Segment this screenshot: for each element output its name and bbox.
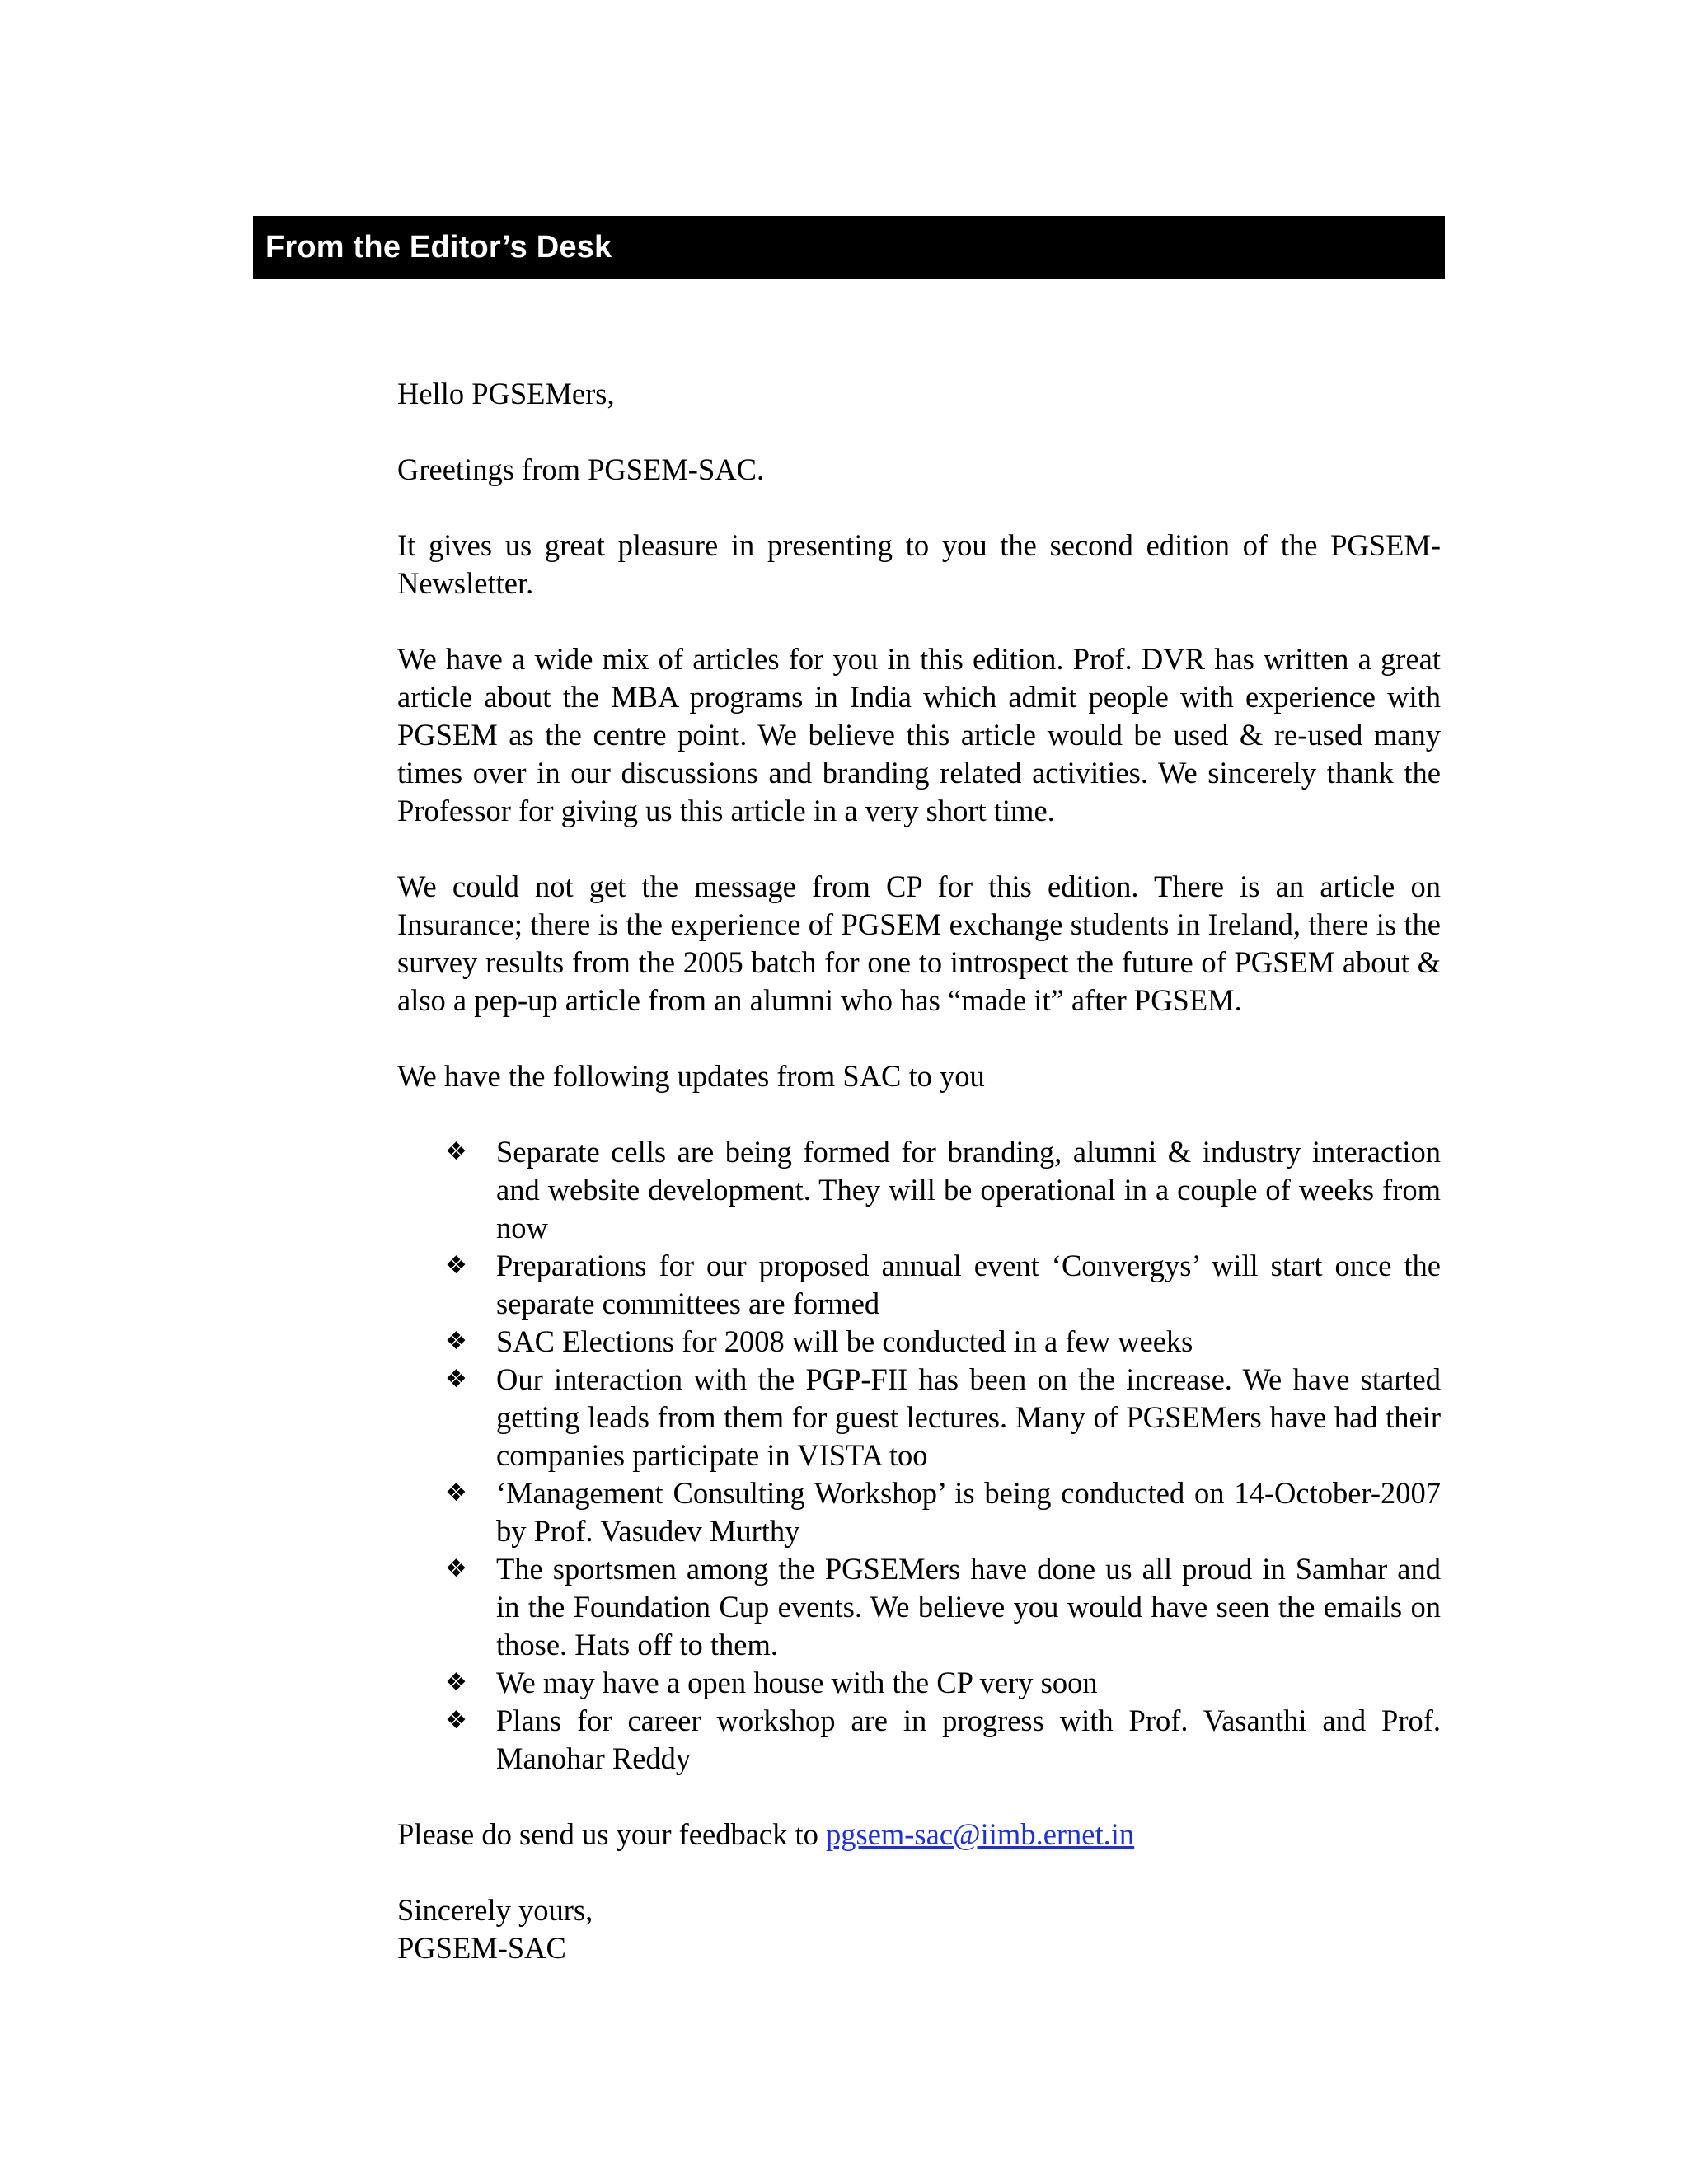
- list-item: [397, 1664, 1441, 1702]
- list-item: [397, 1550, 1441, 1664]
- greeting: Greetings from PGSEM-SAC.: [397, 452, 765, 486]
- list-item: [397, 1361, 1441, 1474]
- four-diamond-bullet-icon: ❖: [445, 1479, 467, 1507]
- section-title: From the Editor’s Desk: [265, 229, 612, 265]
- four-diamond-bullet-icon: ❖: [445, 1327, 467, 1356]
- feedback-email-link[interactable]: pgsem-sac@iimb.ernet.in: [825, 1817, 1135, 1851]
- list-item-text: ‘Management Consulting Workshop’ is being conducted on 14-October-2007 by Prof. Vasudev Murthy: [496, 1476, 1441, 1548]
- list-item: [397, 1474, 1441, 1550]
- four-diamond-bullet-icon: ❖: [445, 1251, 467, 1280]
- paragraph-updates-intro: We have the following updates from SAC to you: [397, 1059, 985, 1093]
- salutation: Hello PGSEMers,: [397, 377, 615, 410]
- list-item: [397, 1323, 1441, 1361]
- list-item-text: SAC Elections for 2008 will be conducted in a few weeks: [496, 1324, 1193, 1358]
- list-item-text: Plans for career workshop are in progress with Prof. Vasanthi and Prof. Manohar Reddy: [496, 1704, 1441, 1775]
- list-item-text: Preparations for our proposed annual event ‘Convergys’ will start once the separate committees are formed: [496, 1249, 1441, 1320]
- four-diamond-bullet-icon: ❖: [445, 1137, 467, 1166]
- four-diamond-bullet-icon: ❖: [445, 1668, 467, 1697]
- list-item: [397, 1133, 1441, 1247]
- list-item-text: The sportsmen among the PGSEMers have done us all proud in Samhar and in the Foundation Cup events. We believe you would have seen the emails on those. Hats off to them.: [496, 1552, 1441, 1661]
- paragraph-contents: We could not get the message from CP for this edition. There is an article on Insurance; there is the experience of PGSEM exchange students in Ireland, there is the survey results from the 2005 batch for one to introspect the future of PGSEM about & also a pep-up article from an alumni who has “made it” after PGSEM.: [397, 869, 1441, 1017]
- four-diamond-bullet-icon: ❖: [445, 1554, 467, 1583]
- paragraph-intro: It gives us great pleasure in presenting to you the second edition of the PGSEM-Newsletter.: [397, 528, 1441, 600]
- list-item-text: Separate cells are being formed for branding, alumni & industry interaction and website development. They will be operational in a couple of weeks from now: [496, 1135, 1441, 1244]
- list-item: [397, 1702, 1441, 1778]
- list-item-text: We may have a open house with the CP very soon: [496, 1666, 1098, 1699]
- paragraph-articles: We have a wide mix of articles for you in this edition. Prof. DVR has written a great article about the MBA programs in India which admit people with experience with PGSEM as the centre point. We believe this article would be used & re-used many times over in our discussions and branding related activities. We sincerely thank the Professor for giving us this article in a very short time.: [397, 642, 1441, 827]
- list-item-text: Our interaction with the PGP-FII has been on the increase. We have started getting leads from them for guest lectures. Many of PGSEMers have had their companies participate in VISTA too: [496, 1362, 1441, 1472]
- updates-list: [397, 1133, 1441, 1778]
- four-diamond-bullet-icon: ❖: [445, 1365, 467, 1394]
- section-header-bar: [253, 216, 1445, 279]
- signature: PGSEM-SAC: [397, 1931, 566, 1965]
- signoff: [397, 1891, 1441, 1967]
- feedback-text: Please do send us your feedback to: [397, 1817, 826, 1851]
- four-diamond-bullet-icon: ❖: [445, 1706, 467, 1735]
- feedback-line: [397, 1816, 1441, 1854]
- list-item: [397, 1247, 1441, 1323]
- closing: Sincerely yours,: [397, 1893, 593, 1927]
- letter-body: [397, 375, 1441, 1967]
